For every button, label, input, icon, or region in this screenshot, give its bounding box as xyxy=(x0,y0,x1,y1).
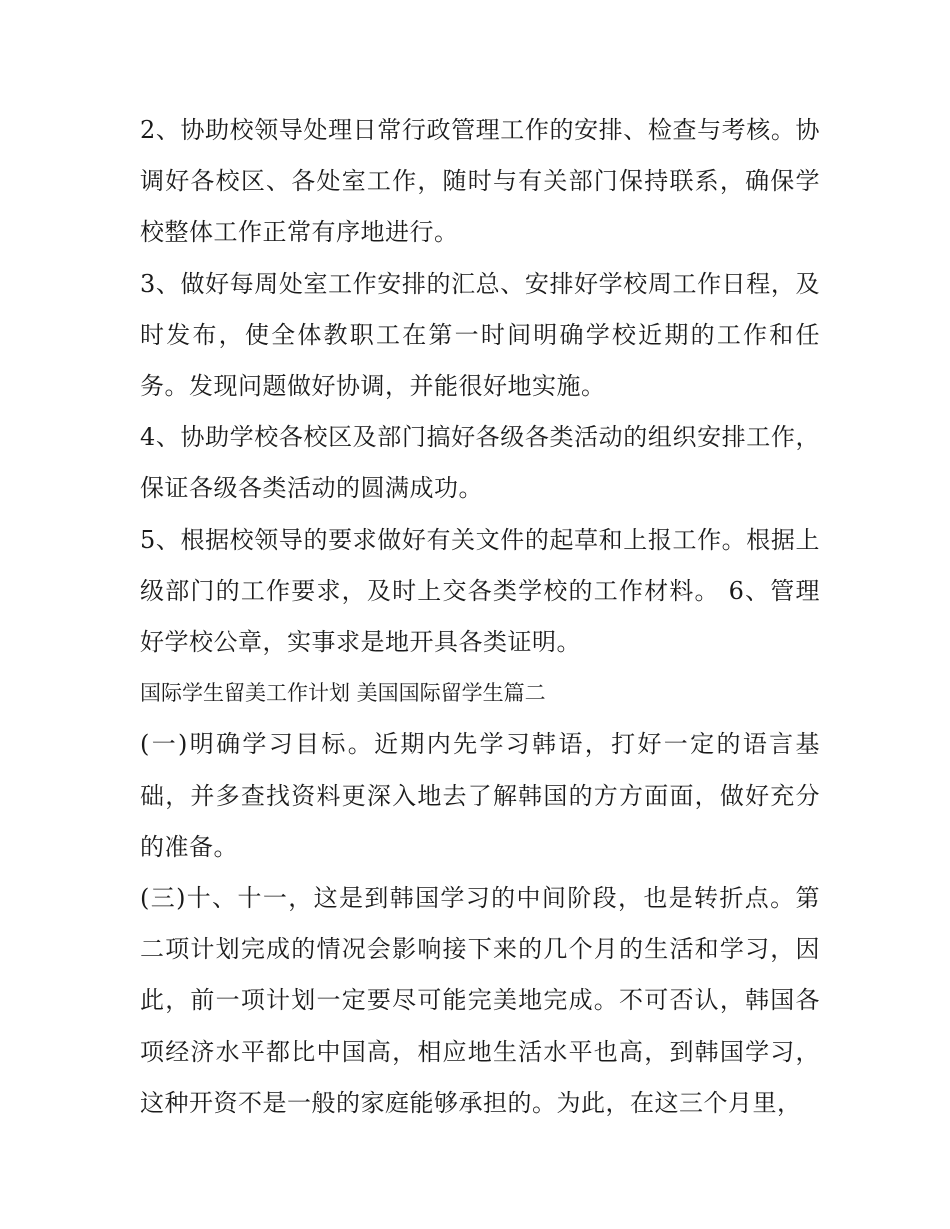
paragraph-item-3: 3、做好每周处室工作安排的汇总、安排好学校周工作日程，及时发布，使全体教职工在第一时间明确学校近期的工作和任务。发现问题做好协调，并能很好地实施。 xyxy=(140,269,820,401)
document-body xyxy=(140,105,820,1129)
paragraph-goal-one: (一)明确学习目标。近期内先学习韩语，打好一定的语言基础，并多查找资料更深入地去了解韩国的方方面面，做好充分的准备。 xyxy=(140,730,820,861)
paragraph-item-4: 4、协助学校各校区及部门搞好各级各类活动的组织安排工作，保证各级各类活动的圆满成功。 xyxy=(140,423,820,503)
paragraph-item-2: 2、协助校领导处理日常行政管理工作的安排、检查与考核。协调好各校区、各处室工作，随时与有关部门保持联系，确保学校整体工作正常有序地进行。 xyxy=(140,116,820,247)
paragraph-item-5-6: 5、根据校领导的要求做好有关文件的起草和上报工作。根据上级部门的工作要求，及时上交各类学校的工作材料。 6、管理好学校公章，实事求是地开具各类证明。 xyxy=(140,525,820,657)
section-heading: 国际学生留美工作计划 美国国际留学生篇二 xyxy=(140,681,546,706)
paragraph-goal-three: (三)十、十一，这是到韩国学习的中间阶段，也是转折点。第二项计划完成的情况会影响接下来的几个月的生活和学习，因此，前一项计划一定要尽可能完美地完成。不可否认，韩国各项经济水平都比中国高，相应地生活水平也高，到韩国学习，这种开资不是一般的家庭能够承担的。为此，在这三个月里， xyxy=(140,884,820,1117)
